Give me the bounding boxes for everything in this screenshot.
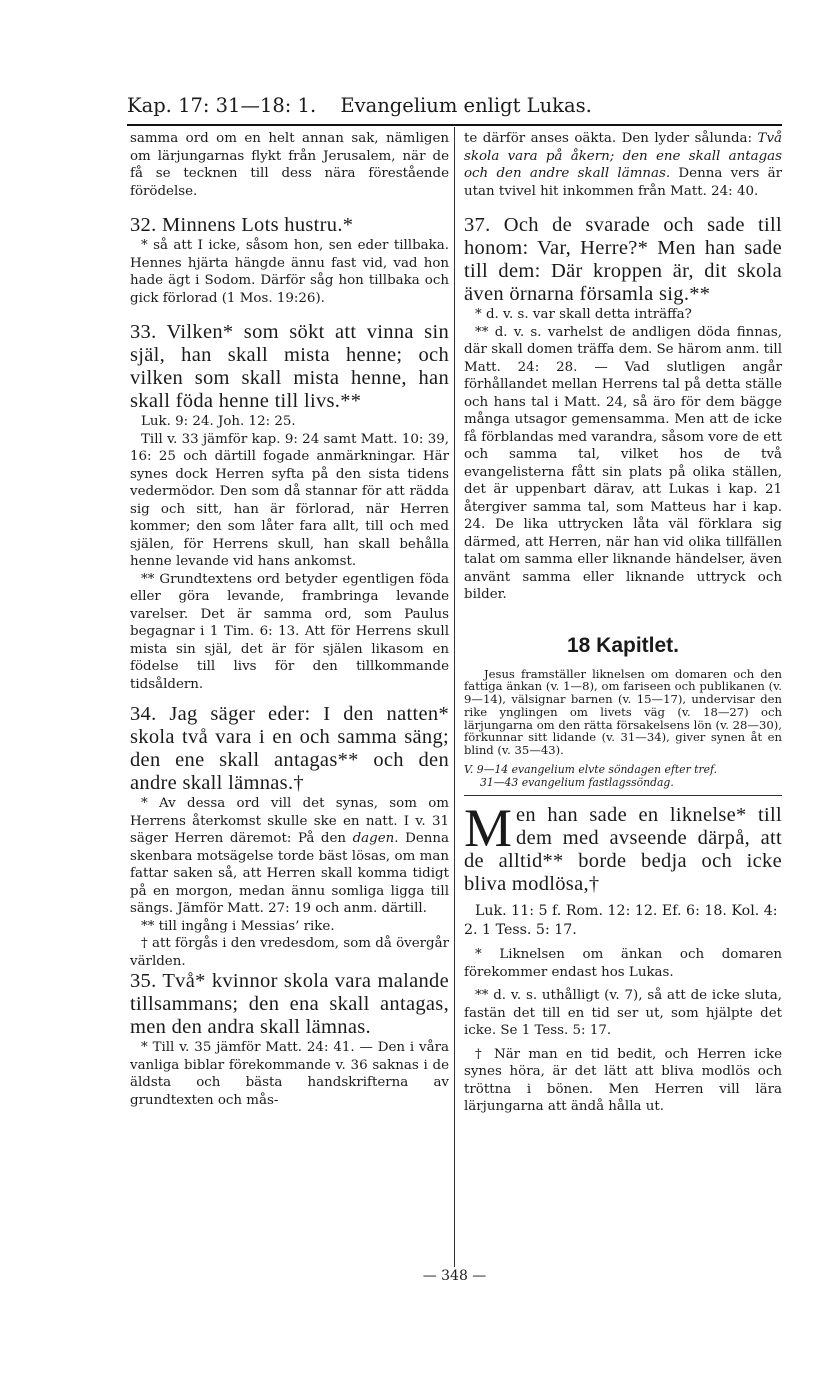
note-37b: ** d. v. s. varhelst de andligen döda finnas, där skall domen träffa dem. Se härom anm. till Matt. 24: 28. — Vad slutligen angår förhållandet mellan Herrens tal på detta ställe och hans tal i Matt. 24, så äro för dem bägge många utsagor gemensamma. Men att de icke få förblandas med varandra, såsom vore de ett och samma tal, vilket hos de två evangelisterna fått sin plats på olika ställen, det är uppenbart därav, att Lukas i kap. 21 återgiver samma tal, som Matteus har i kap. 24. De lika uttrycken låta väl förklara sig därmed, att Herren, när han vid olika tillfällen talat om samma eller liknande händelser, även använt samma eller liknande uttryck och bilder. xyxy=(464,324,782,602)
verse-35: 35. Två* kvinnor skola vara malande tillsammans; den ena skall antagas, men den andra skall lämnas. xyxy=(130,970,449,1038)
chapter-summary: Jesus framställer liknelsen om domaren och den fattiga änkan (v. 1—8), om fariseen och publikanen (v. 9—14), välsignar barnen (v. 15—17), undervisar den rike ynglingen om livets väg (v. 18—27) och lärjungarna om den rätta försakelsens lön (v. 28—30), förkunnar sitt lidande (v. 31—34), giver synen åt en blind (v. 35—43). xyxy=(464,666,782,758)
note-1a: * Liknelsen om änkan och domaren förekommer endast hos Lukas. xyxy=(464,947,782,980)
note-33a: Till v. 33 jämför kap. 9: 24 samt Matt. 10: 39, 16: 25 och därtill fogade anmärkningar. Här synes dock Herren syfta på den sista tidens vedermödor. Den som då stannar för att rädda sig och sitt, han är förlorad, när Herren kommer; den som låter fara allt, till och med själen, för Herrens skull, han skall behålla henne levande vid hans ankomst. xyxy=(130,431,449,569)
note-34a: * Av dessa ord vill det synas, som om Herrens återkomst skulle ske en natt. I v. 31 säger Herren däremot: På den dagen. Denna skenbara motsägelse torde bäst lösas, om man fattar saken så, att Herren skall komma tidigt på en morgon, medan ännu somliga ligga till sängs. Jämför Matt. 27: 19 och anm. därtill. xyxy=(130,796,449,916)
reference-33: Luk. 9: 24. Joh. 12: 25. xyxy=(141,414,296,429)
verse-1-text: en han sade en liknelse* till dem med avseende därpå, att de alltid** borde bedja och icke bliva modlösa,† xyxy=(464,804,782,896)
verse-37: 37. Och de svarade och sade till honom: Var, Herre?* Men han sade till dem: Där kroppen är, dit skola även örnarna församla sig.** xyxy=(464,214,782,305)
column-divider xyxy=(454,127,455,1267)
liturgical-note xyxy=(464,763,782,789)
liturgy-line-2: 31—43 evangelium fastlagssöndag. xyxy=(480,776,674,790)
left-column xyxy=(130,130,449,1109)
drop-cap: M xyxy=(464,798,513,859)
header-title: Evangelium enligt Lukas. xyxy=(340,94,592,117)
note-32: * så att I icke, såsom hon, sen eder tillbaka. Hennes hjärta hängde ännu fast vid, vad hon hade ägt i Sodom. Därför såg hon tillbaka och gick förlorad (1 Mos. 19:26). xyxy=(130,238,449,306)
note-37a: * d. v. s. var skall detta inträffa? xyxy=(475,307,692,322)
header-chapter-ref: Kap. 17: 31—18: 1. xyxy=(127,94,317,117)
continuation-paragraph-right: te därför anses oäkta. Den lyder sålunda: Två skola vara på åkern; den ene skall antagas och den andre skall lämnas. Denna vers är utan tvivel hit inkommen från Matt. 24: 40. xyxy=(464,131,782,199)
emphasis-dagen: dagen xyxy=(352,831,395,846)
verse-32: 32. Minnens Lots hustru.* xyxy=(130,214,354,236)
liturgy-line-1: V. 9—14 evangelium elvte söndagen efter tref. xyxy=(464,763,718,777)
verse-33: 33. Vilken* som sökt att vinna sin själ, han skall mista henne; och vilken som skall mista henne, han skall föda henne till livs.** xyxy=(130,321,449,412)
note-35: * Till v. 35 jämför Matt. 24: 41. — Den i våra vanliga biblar förekommande v. 36 saknas i de äldsta och bästa handskrifterna av grundtexten och mås- xyxy=(130,1040,449,1108)
page-number: — 348 — xyxy=(422,1268,487,1284)
note-1b: ** d. v. s. uthålligt (v. 7), så att de icke sluta, fastän det till en tid ser ut, som hjälpte det icke. Se 1 Tess. 5: 17. xyxy=(464,988,782,1039)
header-rule xyxy=(127,124,782,126)
verse-1 xyxy=(464,798,782,896)
verse-34: 34. Jag säger eder: I den natten* skola två vara i en och samma säng; den ene skall antagas** och den andre skall lämnas.† xyxy=(130,703,449,794)
chapter-title: 18 Kapitlet. xyxy=(566,633,680,657)
note-34b: ** till ingång i Messias’ rike. xyxy=(141,918,335,934)
reference-1: Luk. 11: 5 f. Rom. 12: 12. Ef. 6: 18. Kol. 4: 2. 1 Tess. 5: 17. xyxy=(464,903,778,939)
note-1c: † När man en tid bedit, och Herren icke synes höra, är det lätt att bliva modlös och tröttna i bönen. Men Herren vill lära lärjungarna att ändå hålla ut. xyxy=(464,1046,782,1115)
continuation-paragraph: samma ord om en helt annan sak, nämligen om lärjungarnas flykt från Jerusalem, när de få se tecknen till dess nära förestående förödelse. xyxy=(130,131,449,199)
note-33b: ** Grundtextens ord betyder egentligen föda eller göra levande, frambringa levande varelser. Det är samma ord, som Paulus begagnar i 1 Tim. 6: 13. Att för Herrens skull mista sin själ, det är för själen likasom en födelse till livs för den tillkommande tidsåldern. xyxy=(130,571,449,692)
summary-rule xyxy=(464,795,782,796)
note-34c: † att förgås i den vredesdom, som då övergår världen. xyxy=(130,936,449,969)
running-header xyxy=(127,94,782,124)
quoted-verse-36: Två skola vara på åkern; den ene skall antagas och den andre skall lämnas. xyxy=(464,131,782,181)
right-column xyxy=(464,130,782,1116)
